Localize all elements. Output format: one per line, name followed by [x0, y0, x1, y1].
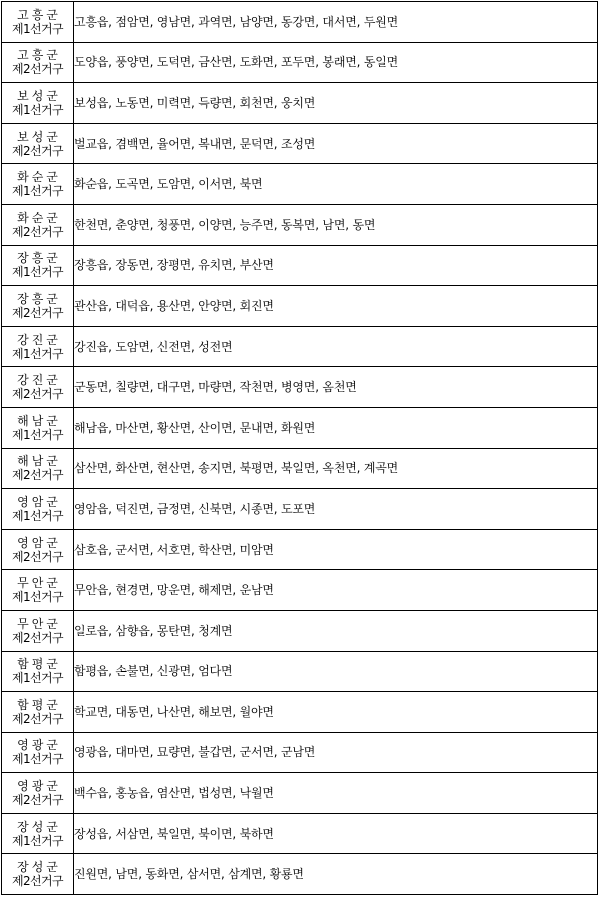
towns-cell: 일로읍, 삼향읍, 몽탄면, 청계면 — [74, 610, 598, 651]
table-row — [2, 732, 598, 773]
county-name: 영광군 — [17, 738, 61, 753]
district-cell — [2, 570, 74, 611]
precinct-name: 제2선거구 — [11, 62, 63, 77]
table-row — [2, 204, 598, 245]
county-name: 고흥군 — [17, 7, 61, 22]
towns-cell: 장흥읍, 장동면, 장평면, 유치면, 부산면 — [74, 245, 598, 286]
district-cell — [2, 448, 74, 489]
district-cell — [2, 2, 74, 43]
district-cell — [2, 854, 74, 895]
county-name: 화순군 — [17, 170, 61, 185]
table-row — [2, 123, 598, 164]
towns-cell: 관산읍, 대덕읍, 용산면, 안양면, 회진면 — [74, 286, 598, 327]
table-row — [2, 367, 598, 408]
table-row — [2, 610, 598, 651]
district-cell — [2, 529, 74, 570]
towns-cell: 강진읍, 도암면, 신전면, 성전면 — [74, 326, 598, 367]
district-cell — [2, 42, 74, 83]
precinct-name: 제1선거구 — [11, 102, 63, 117]
district-cell — [2, 732, 74, 773]
towns-cell: 백수읍, 홍농읍, 염산면, 법성면, 낙월면 — [74, 773, 598, 814]
towns-cell: 영암읍, 덕진면, 금정면, 신북면, 시종면, 도포면 — [74, 489, 598, 530]
table-row — [2, 813, 598, 854]
table-row — [2, 570, 598, 611]
precinct-name: 제2선거구 — [11, 630, 63, 645]
county-name: 강진군 — [17, 332, 61, 347]
precinct-name: 제2선거구 — [11, 793, 63, 808]
table-row — [2, 245, 598, 286]
county-name: 장흥군 — [17, 251, 61, 266]
district-cell — [2, 326, 74, 367]
district-cell — [2, 651, 74, 692]
county-name: 보성군 — [17, 129, 61, 144]
precinct-name: 제2선거구 — [11, 387, 63, 402]
district-cell — [2, 164, 74, 205]
district-cell — [2, 245, 74, 286]
district-cell — [2, 489, 74, 530]
precinct-name: 제2선거구 — [11, 224, 63, 239]
district-cell — [2, 692, 74, 733]
towns-cell: 삼호읍, 군서면, 서호면, 학산면, 미암면 — [74, 529, 598, 570]
table-row — [2, 42, 598, 83]
precinct-name: 제2선거구 — [11, 874, 63, 889]
precinct-name: 제2선거구 — [11, 305, 63, 320]
table-row — [2, 529, 598, 570]
county-name: 영광군 — [17, 779, 61, 794]
county-name: 보성군 — [17, 88, 61, 103]
towns-cell: 고흥읍, 점암면, 영남면, 과역면, 남양면, 동강면, 대서면, 두원면 — [74, 2, 598, 43]
table-row — [2, 773, 598, 814]
precinct-name: 제1선거구 — [11, 427, 63, 442]
county-name: 장성군 — [17, 819, 61, 834]
county-name: 강진군 — [17, 373, 61, 388]
towns-cell: 보성읍, 노동면, 미력면, 득량면, 회천면, 웅치면 — [74, 83, 598, 124]
precinct-name: 제1선거구 — [11, 671, 63, 686]
district-cell — [2, 813, 74, 854]
table-row — [2, 2, 598, 43]
towns-cell: 화순읍, 도곡면, 도암면, 이서면, 북면 — [74, 164, 598, 205]
table-row — [2, 489, 598, 530]
towns-cell: 군동면, 칠량면, 대구면, 마량면, 작천면, 병영면, 옴천면 — [74, 367, 598, 408]
towns-cell: 영광읍, 대마면, 묘량면, 불갑면, 군서면, 군남면 — [74, 732, 598, 773]
county-name: 함평군 — [17, 657, 61, 672]
table-row — [2, 854, 598, 895]
towns-cell: 벌교읍, 겸백면, 율어면, 복내면, 문덕면, 조성면 — [74, 123, 598, 164]
precinct-name: 제1선거구 — [11, 508, 63, 523]
district-cell — [2, 367, 74, 408]
towns-cell: 무안읍, 현경면, 망운면, 해제면, 운남면 — [74, 570, 598, 611]
county-name: 화순군 — [17, 210, 61, 225]
county-name: 장성군 — [17, 860, 61, 875]
table-row — [2, 651, 598, 692]
precinct-name: 제1선거구 — [11, 346, 63, 361]
table-row — [2, 448, 598, 489]
table-row — [2, 83, 598, 124]
precinct-name: 제1선거구 — [11, 590, 63, 605]
precinct-name: 제1선거구 — [11, 752, 63, 767]
towns-cell: 해남읍, 마산면, 황산면, 산이면, 문내면, 화원면 — [74, 407, 598, 448]
table-row — [2, 407, 598, 448]
table-row — [2, 286, 598, 327]
precinct-name: 제2선거구 — [11, 711, 63, 726]
towns-cell: 한천면, 춘양면, 청풍면, 이양면, 능주면, 동복면, 남면, 동면 — [74, 204, 598, 245]
table-row — [2, 164, 598, 205]
county-name: 무안군 — [17, 616, 61, 631]
table-body — [2, 2, 598, 895]
towns-cell: 진원면, 남면, 동화면, 삼서면, 삼계면, 황룡면 — [74, 854, 598, 895]
precinct-name: 제1선거구 — [11, 184, 63, 199]
precinct-name: 제2선거구 — [11, 143, 63, 158]
district-cell — [2, 123, 74, 164]
county-name: 영암군 — [17, 535, 61, 550]
district-cell — [2, 286, 74, 327]
county-name: 장흥군 — [17, 291, 61, 306]
precinct-name: 제1선거구 — [11, 21, 63, 36]
towns-cell: 학교면, 대동면, 나산면, 해보면, 월야면 — [74, 692, 598, 733]
table-row — [2, 692, 598, 733]
towns-cell: 도양읍, 풍양면, 도덕면, 금산면, 도화면, 포두면, 봉래면, 동일면 — [74, 42, 598, 83]
district-cell — [2, 83, 74, 124]
district-cell — [2, 773, 74, 814]
district-cell — [2, 610, 74, 651]
county-name: 무안군 — [17, 576, 61, 591]
precinct-name: 제2선거구 — [11, 468, 63, 483]
towns-cell: 함평읍, 손불면, 신광면, 엄다면 — [74, 651, 598, 692]
table-row — [2, 326, 598, 367]
county-name: 고흥군 — [17, 48, 61, 63]
county-name: 함평군 — [17, 697, 61, 712]
towns-cell: 장성읍, 서삼면, 북일면, 북이면, 북하면 — [74, 813, 598, 854]
county-name: 영암군 — [17, 494, 61, 509]
county-name: 해남군 — [17, 413, 61, 428]
district-cell — [2, 407, 74, 448]
precinct-name: 제1선거구 — [11, 265, 63, 280]
county-name: 해남군 — [17, 454, 61, 469]
towns-cell: 삼산면, 화산면, 현산면, 송지면, 북평면, 북일면, 옥천면, 계곡면 — [74, 448, 598, 489]
district-cell — [2, 204, 74, 245]
precinct-name: 제2선거구 — [11, 549, 63, 564]
precinct-name: 제1선거구 — [11, 833, 63, 848]
district-table — [1, 1, 598, 895]
